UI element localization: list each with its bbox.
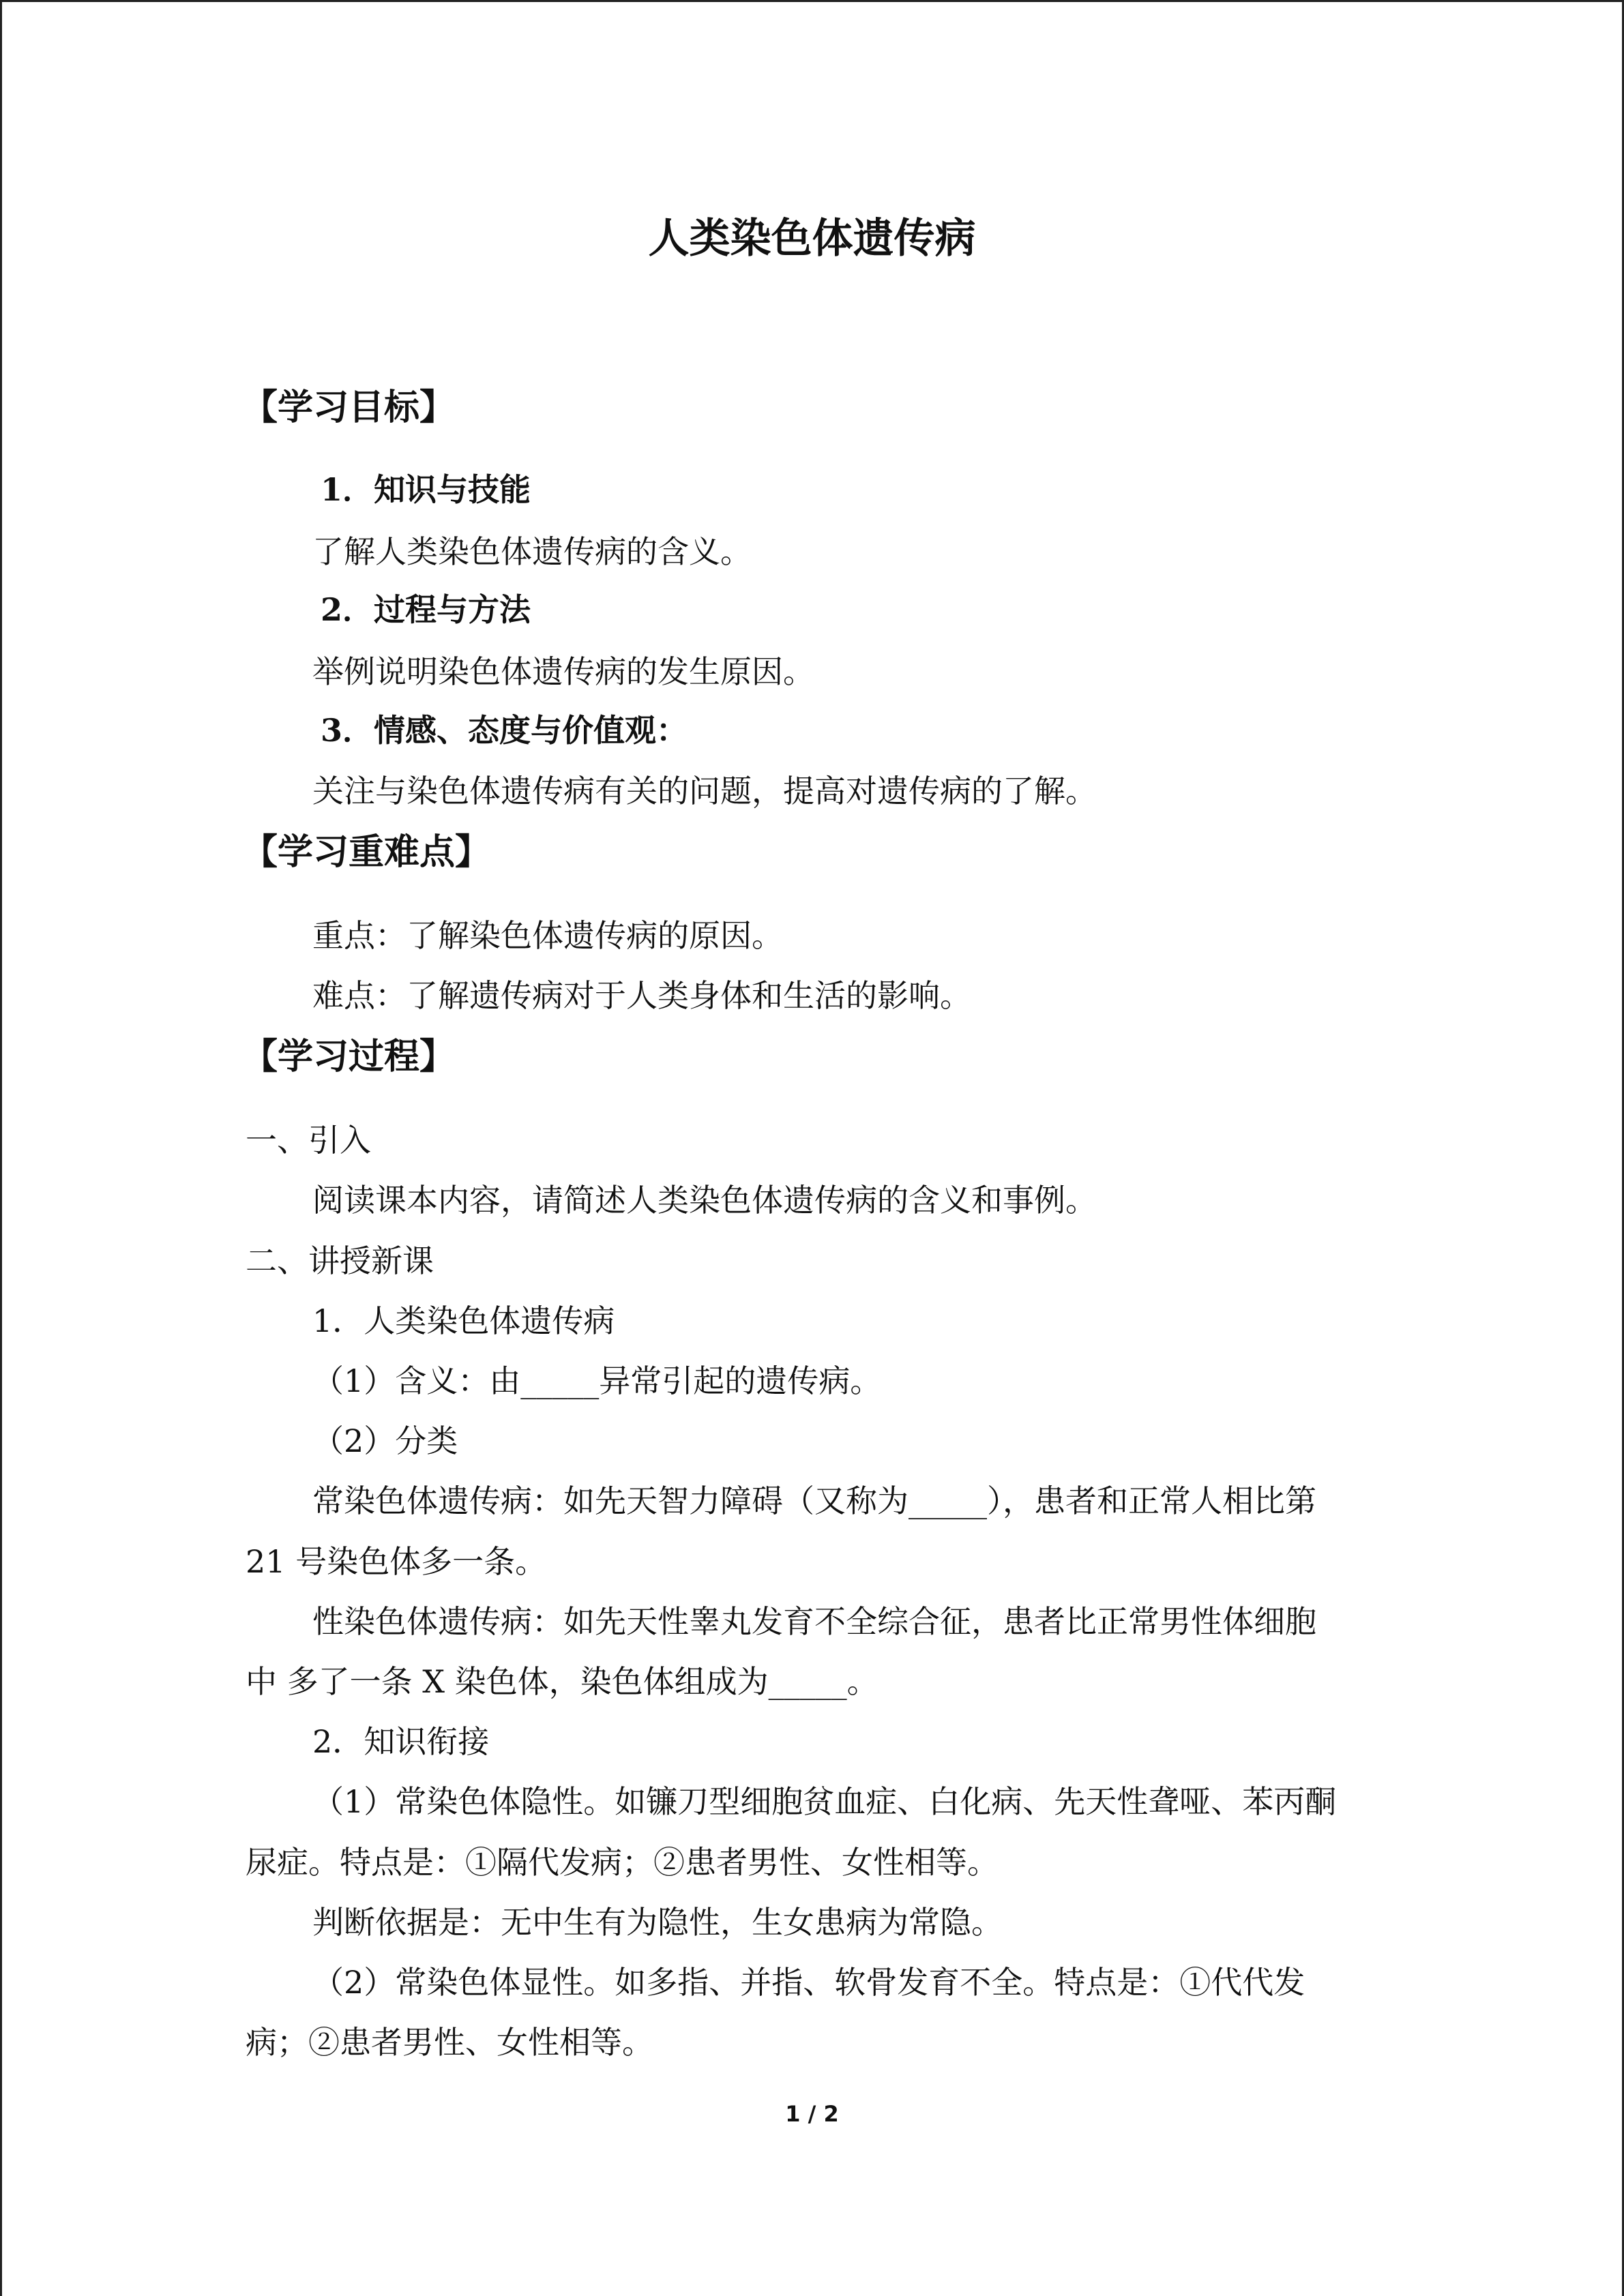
document-title: 人类染色体遗传病	[648, 215, 976, 263]
dominant-line-1: （2）常染色体显性。如多指、并指、软骨发育不全。特点是：①代代发	[312, 1964, 1305, 2001]
key-point-difficulty: 难点：了解遗传病对于人类身体和生活的影响。	[312, 977, 971, 1014]
recessive-line-2: 尿症。特点是：①隔代发病；②患者男性、女性相等。	[246, 1844, 999, 1881]
sex-chromosome-line-1: 性染色体遗传病：如先天性睾丸发育不全综合征，患者比正常男性体细胞	[312, 1603, 1316, 1640]
lecture-heading: 二、讲授新课	[246, 1242, 434, 1279]
classification-line: （2）分类	[312, 1422, 458, 1459]
intro-heading: 一、引入	[246, 1122, 371, 1159]
definition-line: （1）含义：由_____异常引起的遗传病。	[312, 1362, 882, 1399]
sex-chromosome-line-2: 中 多了一条 X 染色体，染色体组成为_____。	[246, 1663, 879, 1700]
autosomal-line-2: 21 号染色体多一条。	[246, 1543, 547, 1580]
goal-1-heading: 1．知识与技能	[321, 471, 531, 508]
subsection-1-heading: 1．人类染色体遗传病	[312, 1302, 615, 1339]
goal-3-text: 关注与染色体遗传病有关的问题，提高对遗传病的了解。	[312, 773, 1097, 809]
section-heading-key-points: 【学习重难点】	[242, 831, 491, 873]
goal-2-text: 举例说明染色体遗传病的发生原因。	[312, 653, 814, 690]
judgement-line: 判断依据是：无中生有为隐性，生女患病为常隐。	[312, 1904, 1003, 1941]
section-heading-goals: 【学习目标】	[242, 387, 456, 428]
key-point-focus: 重点：了解染色体遗传病的原因。	[312, 917, 783, 954]
subsection-2-heading: 2．知识衔接	[312, 1723, 490, 1760]
autosomal-line-1: 常染色体遗传病：如先天智力障碍（又称为_____），患者和正常人相比第	[312, 1482, 1316, 1519]
goal-2-heading: 2．过程与方法	[321, 591, 531, 628]
section-heading-process: 【学习过程】	[242, 1036, 456, 1077]
goal-3-heading: 3．情感、态度与价值观：	[321, 712, 688, 749]
dominant-line-2: 病；②患者男性、女性相等。	[246, 2024, 653, 2061]
goal-1-text: 了解人类染色体遗传病的含义。	[312, 533, 752, 570]
page-number: 1 / 2	[785, 2101, 839, 2127]
recessive-line-1: （1）常染色体隐性。如镰刀型细胞贫血症、白化病、先天性聋哑、苯丙酮	[312, 1783, 1337, 1820]
intro-text: 阅读课本内容，请简述人类染色体遗传病的含义和事例。	[312, 1182, 1097, 1219]
